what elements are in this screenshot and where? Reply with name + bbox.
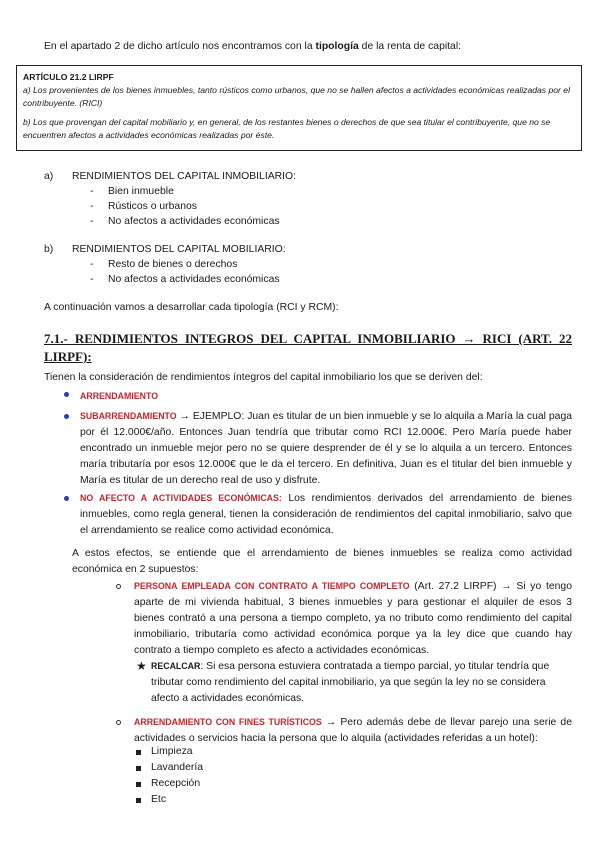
arrendamiento-label: ARRENDAMIENTO [80, 391, 159, 401]
list-a-dash: - [90, 186, 94, 197]
recalcar-note [151, 658, 572, 707]
service-item: Limpieza [151, 746, 193, 757]
list-a-marker: a) [44, 171, 54, 182]
star-icon: ★ [136, 659, 147, 673]
subarrendamiento-label: SUBARRENDAMIENTO [80, 411, 177, 421]
square-bullet-icon [136, 750, 141, 755]
list-a-dash: - [90, 201, 94, 212]
bullet-icon [64, 414, 69, 419]
turisticos-label: ARRENDAMIENTO CON FINES TURÍSTICOS [134, 717, 322, 727]
contrato-label: PERSONA EMPLEADA CON CONTRATO A TIEMPO COMPLETO [134, 581, 410, 591]
bullet-subarrendamiento [80, 408, 572, 489]
turisticos-text: → Pero además debe de llevar parejo una serie de actividades o servicios hacia la persona que lo alquila (actividades referidas a un hotel): [134, 717, 572, 744]
list-b-dash: - [90, 259, 94, 270]
list-a-item: Rústicos o urbanos [108, 201, 197, 212]
bullet-no-afecto [80, 490, 572, 539]
subarrendamiento-text: → EJEMPLO: Juan es titular de un bien inmueble y se lo alquila a María la cual paga por él 12.000€/año. Entonces Juan tendría que tributar como RCI 12.000€. Pero María puede haber encontrado un inmueble mejor pero no se quiere desprender de él y se lo alquila a un tercero. Entonces maría tributaría por esos 12.000€ que le da el tercero. En definitiva, Juan es el titular del bien inmueble y María es titular de un derecho real de uso y disfrute. [80, 411, 572, 486]
intro-text: En el apartado 2 de dicho artículo nos encontramos con la [44, 41, 316, 52]
section-title: 7.1.- RENDIMIENTOS INTEGROS DEL CAPITAL INMOBILIARIO → RICI (ART. 22 LIRPF): [44, 331, 572, 364]
list-a-heading: RENDIMIENTOS DEL CAPITAL INMOBILIARIO: [72, 171, 297, 182]
circle-bullet-icon [116, 720, 121, 725]
list-b-heading: RENDIMIENTOS DEL CAPITAL MOBILIARIO: [72, 244, 286, 255]
service-item: Recepción [151, 778, 201, 789]
no-afecto-label: NO AFECTO A ACTIVIDADES ECONÓMICAS: [80, 493, 282, 503]
article-box [16, 65, 582, 151]
continuation-text: A continuación vamos a desarrollar cada tipología (RCI y RCM): [44, 302, 339, 313]
square-bullet-icon [136, 766, 141, 771]
no-afecto-text: Los rendimientos derivados del arrendamiento de bienes inmuebles, como regla general, tienen la consideración de rendimientos del capital inmobiliario, salvo que el arrendamiento se realice como actividad económica. [80, 493, 572, 536]
contrato-text: (Art. 27.2 LIRPF) → Si yo tengo aparte de mi vivienda habitual, 3 bienes inmuebles y para gestionar el alquiler de esos 3 bienes contrató a una persona a tiempo completo, ya no tributo como rendimiento del capital inmobiliario, tributaría como actividad económica porque ya la ley dice que cuando hay contrato a tiempo completo es afecto a actividades económicas. [134, 581, 572, 656]
bullet-icon [64, 496, 69, 501]
intro-bold: tipología [315, 41, 359, 52]
service-item: Etc [151, 794, 167, 805]
sub-item-contrato [134, 578, 572, 659]
article-point-b: b) Los que provengan del capital mobiliario y, en general, de los restantes bienes o derechos de que sea titular el contribuyente, que no se encuentren afectos a actividades económicas realizadas por éste. [23, 117, 551, 140]
list-a-dash: - [90, 216, 94, 227]
list-a-item: Bien inmueble [108, 186, 174, 197]
square-bullet-icon [136, 782, 141, 787]
square-bullet-icon [136, 798, 141, 803]
sub-item-turisticos [134, 714, 572, 747]
list-b-item: Resto de bienes o derechos [108, 259, 238, 270]
intro-text-end: de la renta de capital: [358, 41, 462, 52]
list-b-marker: b) [44, 244, 54, 255]
list-b-item: No afectos a actividades económicas [108, 274, 280, 285]
circle-bullet-icon [116, 584, 121, 589]
section-intro: Tienen la consideración de rendimientos íntegros del capital inmobiliario los que se deriven del: [44, 372, 483, 383]
recalcar-label: RECALCAR [151, 661, 201, 671]
article-title: ARTÍCULO 21.2 LIRPF [23, 72, 114, 82]
list-a-item: No afectos a actividades económicas [108, 216, 280, 227]
service-item: Lavandería [151, 762, 203, 773]
list-b-dash: - [90, 274, 94, 285]
recalcar-text: : Si esa persona estuviera contratada a tiempo parcial, yo titular tendría que tributar como rendimiento del capital inmobiliario, ya que según la ley no se considera afecto a actividades económicas. [151, 661, 550, 704]
intro-line [44, 41, 461, 52]
bullet-arrendamiento [80, 387, 158, 404]
bullet-icon [64, 392, 69, 397]
article-point-a: a) Los provenientes de los bienes inmuebles, tanto rústicos como urbanos, que no se hallen afectos a actividades económicas realizadas por el contribuyente. (RICI) [23, 85, 570, 108]
supuestos-intro: A estos efectos, se entiende que el arrendamiento de bienes inmuebles se realiza como actividad económica en 2 supuestos: [72, 548, 572, 575]
